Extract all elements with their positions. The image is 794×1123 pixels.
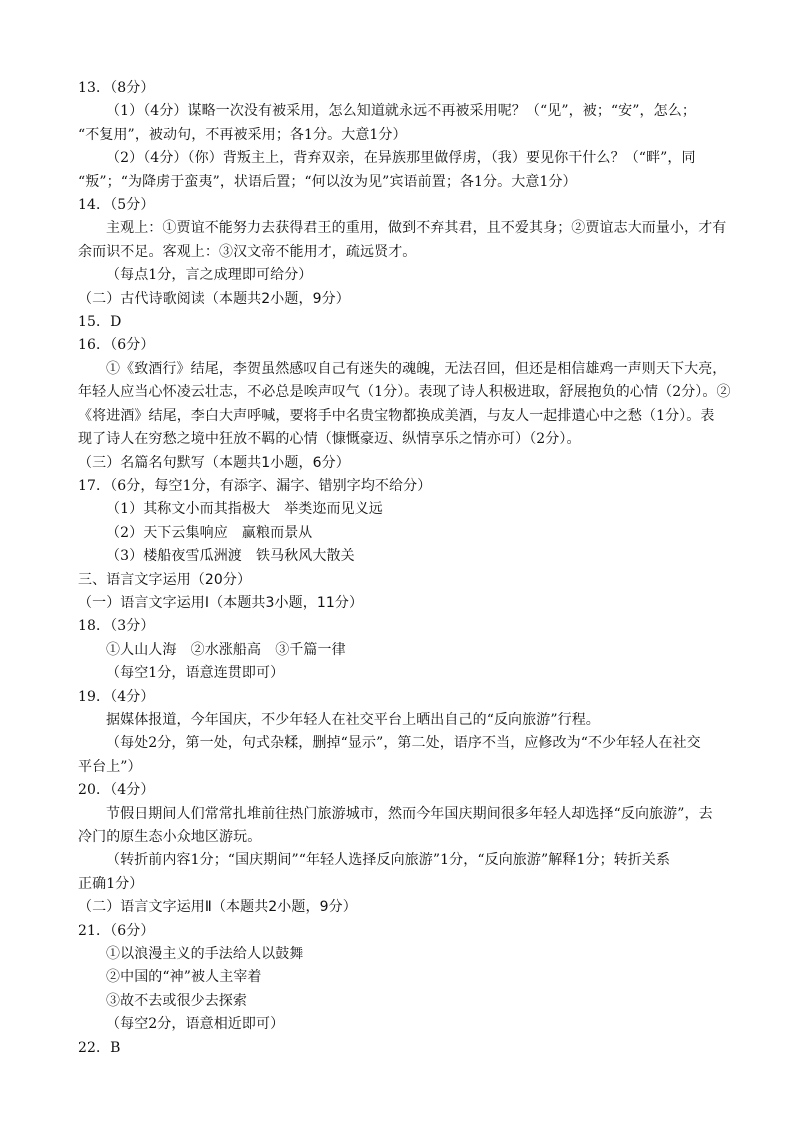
q21-header: 21．（6分） (78, 922, 155, 939)
q14-header: 14．（5分） (78, 197, 155, 214)
q19-scoring-line1: （每处2分，第一处，句式杂糅，删掉“显示”，第二处，语序不当，应修改为“不少年轻人在社交 (106, 735, 701, 752)
q20-scoring-line2: 正确1分） (78, 875, 144, 892)
q14-scoring-note: （每点1分，言之成理即可给分） (106, 267, 313, 284)
q16-answer-line1: ①《致酒行》结尾，李贺虽然感叹自己有迷失的魂魄，无法召回，但还是相信雄鸡一声则天下大亮， (106, 360, 727, 377)
q18-scoring-note: （每空1分，语意连贯即可） (106, 665, 285, 682)
q17-answer-1: （1）其称文小而其指极大 举类迩而见义远 (106, 501, 383, 518)
q20-answer-line1: 节假日期间人们常常扎堆前往热门旅游城市，然而今年国庆期间很多年轻人却选择“反向旅游”，去 (106, 805, 713, 822)
q18-header: 18．（3分） (78, 618, 155, 635)
q21-answer-2: ②中国的“神”被人主宰着 (106, 969, 262, 986)
q21-answer-3: ③故不去或很少去探索 (106, 992, 247, 1009)
q16-answer-line3: 《将进酒》结尾，李白大声呼喊，要将手中名贵宝物都换成美酒，与友人一起排遣心中之愁（1分）。表 (78, 407, 715, 424)
answer-key-page (78, 77, 731, 1060)
q13-part2-line1: （2）（4分）（你）背叛主上，背弃双亲，在异族那里做俘虏，（我）要见你干什么？（“畔”，同 (106, 150, 696, 167)
subsection-language-use-1: （一）语言文字运用Ⅰ（本题共3小题，11分） (78, 594, 364, 611)
q13-part1-line1: （1）（4分）谋略一次没有被采用，怎么知道就永远不再被采用呢？（“见”，被；“安”，怎么； (106, 103, 696, 120)
q14-answer-line2: 余而识不足。客观上：③汉文帝不能用才，疏远贤才。 (78, 243, 417, 260)
q20-header: 20．（4分） (78, 782, 155, 799)
q13-part2-line2: “叛”；“为降虏于蛮夷”，状语后置；“何以汝为见”宾语前置；各1分。大意1分） (78, 173, 577, 190)
q14-answer-line1: 主观上：①贾谊不能努力去获得君王的重用，做到不弃其君，且不爱其身；②贾谊志大而量小，才有 (106, 220, 727, 237)
subsection-ancient-poetry: （二）古代诗歌阅读（本题共2小题，9分） (78, 290, 350, 307)
q20-scoring-line1: （转折前内容1分；“国庆期间”“年轻人选择反向旅游”1分，“反向旅游”解释1分；转折关系 (106, 852, 671, 869)
q22-answer: 22．B (78, 1039, 121, 1056)
q13-header: 13．（8分） (78, 80, 155, 96)
q21-scoring-note: （每空2分，语意相近即可） (106, 1016, 285, 1033)
q17-header: 17．（6分，每空1分，有添字、漏字、错别字均不给分） (78, 477, 432, 494)
q18-answer: ①人山人海 ②水涨船高 ③千篇一律 (106, 641, 346, 658)
q19-answer: 据媒体报道，今年国庆，不少年轻人在社交平台上晒出自己的“反向旅游”行程。 (106, 711, 600, 728)
q16-header: 16．（6分） (78, 337, 155, 354)
q17-answer-3: （3）楼船夜雪瓜洲渡 铁马秋风大散关 (106, 548, 355, 565)
q16-answer-line4: 现了诗人在穷愁之境中狂放不羁的心情（慷慨豪迈、纵情享乐之情亦可）（2分）。 (78, 431, 581, 448)
q20-answer-line2: 冷门的原生态小众地区游玩。 (78, 829, 262, 845)
q13-part1-line2: “不复用”，被动句，不再被采用；各1分。大意1分） (78, 126, 407, 143)
subsection-language-use-2: （二）语言文字运用Ⅱ（本题共2小题，9分） (78, 899, 357, 916)
q16-answer-line2: 年轻人应当心怀凌云壮志，不必总是唉声叹气（1分）。表现了诗人积极进取，舒展抱负的心情（2分）。② (78, 384, 731, 401)
q19-scoring-line2: 平台上”） (78, 758, 142, 775)
q19-header: 19．（4分） (78, 688, 155, 705)
q15-answer: 15．D (78, 314, 122, 331)
q21-answer-1: ①以浪漫主义的手法给人以鼓舞 (106, 946, 304, 963)
section-language-use: 三、语言文字运用（20分） (78, 571, 252, 588)
q17-answer-2: （2）天下云集响应 赢粮而景从 (106, 524, 313, 541)
subsection-famous-passages: （三）名篇名句默写（本题共1小题，6分） (78, 454, 350, 471)
